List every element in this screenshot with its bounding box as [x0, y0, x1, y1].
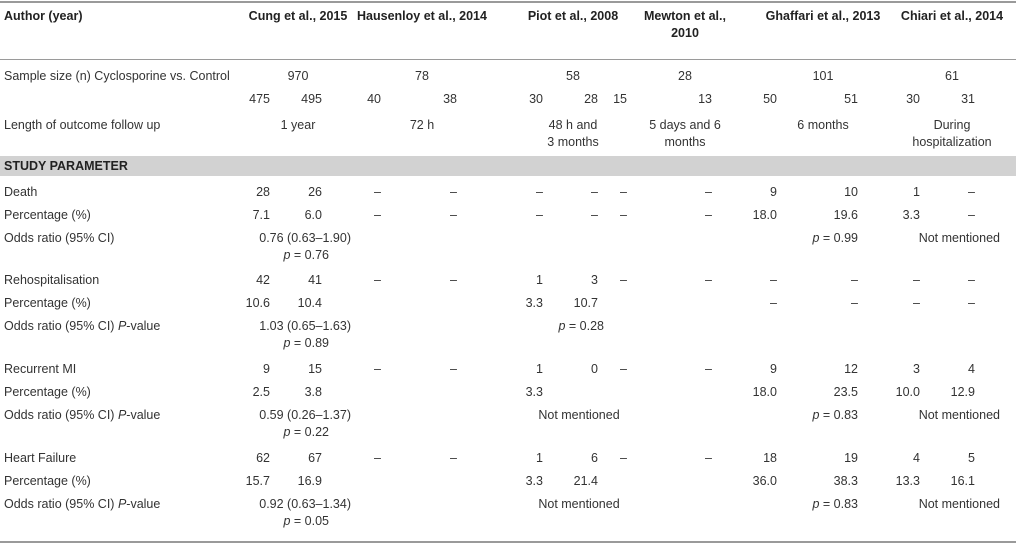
followup-value: 3 months: [547, 135, 599, 149]
sample-total: 78: [415, 69, 429, 83]
table-cell: 18.0: [752, 385, 777, 399]
table-cell: –: [374, 362, 381, 376]
table-cell: 1: [913, 185, 920, 199]
table-cell: 3.8: [304, 385, 322, 399]
table-cell: 6.0: [304, 208, 322, 222]
row-label: Rehospitalisation: [4, 273, 100, 287]
sample-split: 15: [613, 92, 627, 106]
table-cell: –: [913, 273, 920, 287]
table-cell: 12: [844, 362, 858, 376]
study-header: Ghaffari et al., 2013: [765, 9, 881, 23]
sample-total: 101: [812, 69, 834, 83]
table-cell: 4: [968, 362, 975, 376]
sample-split: 51: [844, 92, 858, 106]
row-label: Percentage (%): [4, 296, 91, 310]
top-rule: [0, 1, 1016, 3]
sample-split: 30: [906, 92, 920, 106]
row-label: Percentage (%): [4, 208, 91, 222]
table-cell: 19: [844, 451, 858, 465]
section-band: [0, 156, 1016, 176]
table-cell: 28: [256, 185, 270, 199]
table-cell: 4: [913, 451, 920, 465]
sample-total: 61: [945, 69, 959, 83]
table-cell: –: [968, 208, 975, 222]
followup-value: 72 h: [409, 118, 435, 132]
followup-value: hospitalization: [912, 135, 992, 149]
table-cell: –: [968, 273, 975, 287]
table-cell: –: [450, 273, 457, 287]
table-cell: 9: [263, 362, 270, 376]
row-label: Odds ratio (95% CI): [4, 231, 115, 245]
table-cell: –: [374, 208, 381, 222]
followup-label: Length of outcome follow up: [4, 118, 161, 132]
table-cell: 26: [308, 185, 322, 199]
p-value: p = 0.83: [812, 408, 858, 422]
table-cell: Not mentioned: [918, 408, 1000, 422]
table-cell: –: [591, 208, 598, 222]
table-cell: Not mentioned: [918, 497, 1000, 511]
table-cell: 10.0: [895, 385, 920, 399]
row-label: Death: [4, 185, 38, 199]
study-header: Hausenloy et al., 2014: [357, 9, 487, 23]
table-cell: –: [968, 296, 975, 310]
bottom-rule: [0, 541, 1016, 543]
table-cell: –: [770, 273, 777, 287]
table-cell: 5: [968, 451, 975, 465]
table-cell: 3: [591, 273, 598, 287]
sample-total: 970: [287, 69, 309, 83]
row-label: Recurrent MI: [4, 362, 77, 376]
table-cell: –: [913, 296, 920, 310]
p-value: p = 0.76: [283, 248, 329, 262]
followup-value: During: [933, 118, 971, 132]
table-cell: –: [450, 362, 457, 376]
table-cell: 15: [308, 362, 322, 376]
sample-split: 13: [698, 92, 712, 106]
table-cell: 42: [256, 273, 270, 287]
table-cell: 9: [770, 185, 777, 199]
followup-value: 6 months: [797, 118, 849, 132]
row-label: Odds ratio (95% CI) P-value: [4, 497, 161, 511]
followup-value: 5 days and 6: [649, 118, 721, 132]
table-cell: 0.76 (0.63–1.90): [259, 231, 351, 245]
followup-value: months: [664, 135, 706, 149]
p-value: p = 0.05: [283, 514, 329, 528]
table-cell: 19.6: [833, 208, 858, 222]
p-value: p = 0.99: [812, 231, 858, 245]
table-cell: 3.3: [525, 296, 543, 310]
table-cell: 1: [536, 451, 543, 465]
p-value: p = 0.83: [812, 497, 858, 511]
table-cell: 67: [308, 451, 322, 465]
table-cell: 18: [763, 451, 777, 465]
row-label: Odds ratio (95% CI) P-value: [4, 408, 161, 422]
sample-total: 28: [678, 69, 692, 83]
table-cell: 62: [256, 451, 270, 465]
table-cell: 1: [536, 362, 543, 376]
table-cell: –: [851, 296, 858, 310]
table-cell: 0.92 (0.63–1.34): [259, 497, 351, 511]
followup-value: 1 year: [280, 118, 316, 132]
table-cell: –: [536, 185, 543, 199]
study-header: Mewton et al.,: [644, 9, 726, 23]
row-label: Heart Failure: [4, 451, 77, 465]
table-cell: 3.3: [525, 474, 543, 488]
table-cell: 10.4: [297, 296, 322, 310]
header-rule: [0, 59, 1016, 60]
row-label: Percentage (%): [4, 385, 91, 399]
table-cell: –: [620, 185, 627, 199]
table-cell: –: [620, 362, 627, 376]
table-cell: –: [374, 185, 381, 199]
table-cell: –: [705, 362, 712, 376]
sample-split: 50: [763, 92, 777, 106]
table-cell: 41: [308, 273, 322, 287]
table-cell: –: [620, 273, 627, 287]
table-cell: 38.3: [833, 474, 858, 488]
p-value: p = 0.22: [283, 425, 329, 439]
table-cell: –: [620, 208, 627, 222]
sample-split: 30: [529, 92, 543, 106]
table-cell: 0: [591, 362, 598, 376]
table-cell: 3.3: [525, 385, 543, 399]
table-cell: 0.59 (0.26–1.37): [259, 408, 351, 422]
study-header: Cung et al., 2015: [248, 9, 348, 23]
table-cell: Not mentioned: [538, 497, 620, 511]
table-cell: –: [450, 208, 457, 222]
table-cell: 15.7: [245, 474, 270, 488]
table-cell: 10.6: [245, 296, 270, 310]
study-header: 2010: [671, 26, 699, 40]
sample-split: 40: [367, 92, 381, 106]
table-cell: 1: [536, 273, 543, 287]
table-cell: 16.9: [297, 474, 322, 488]
table-cell: 10.7: [573, 296, 598, 310]
table-cell: 9: [770, 362, 777, 376]
table-cell: 16.1: [950, 474, 975, 488]
table-cell: –: [705, 208, 712, 222]
table-cell: 3.3: [902, 208, 920, 222]
row-label: Odds ratio (95% CI) P-value: [4, 319, 161, 333]
table-cell: –: [968, 185, 975, 199]
table-cell: –: [620, 451, 627, 465]
table-cell: 21.4: [573, 474, 598, 488]
column-header-author: Author (year): [4, 9, 83, 23]
study-header: Chiari et al., 2014: [900, 9, 1004, 23]
table-cell: –: [450, 451, 457, 465]
p-value: p = 0.28: [558, 319, 604, 333]
study-header: Piot et al., 2008: [527, 9, 619, 23]
table-cell: 3: [913, 362, 920, 376]
table-cell: –: [705, 451, 712, 465]
table-cell: Not mentioned: [538, 408, 620, 422]
table-cell: –: [450, 185, 457, 199]
sample-split: 31: [961, 92, 975, 106]
sample-split: 28: [584, 92, 598, 106]
table-cell: –: [770, 296, 777, 310]
table-cell: Not mentioned: [918, 231, 1000, 245]
table-cell: –: [374, 273, 381, 287]
table-cell: 2.5: [252, 385, 270, 399]
sample-split: 38: [443, 92, 457, 106]
sample-total: 58: [566, 69, 580, 83]
p-value: p = 0.89: [283, 336, 329, 350]
sample-split: 475: [249, 92, 270, 106]
sample-size-label: Sample size (n) Cyclosporine vs. Control: [4, 69, 230, 83]
table-cell: 1.03 (0.65–1.63): [259, 319, 351, 333]
table-cell: 7.1: [252, 208, 270, 222]
followup-value: 48 h and: [548, 118, 598, 132]
table-cell: –: [536, 208, 543, 222]
row-label: Percentage (%): [4, 474, 91, 488]
table-cell: 13.3: [895, 474, 920, 488]
table-cell: –: [374, 451, 381, 465]
section-label: STUDY PARAMETER: [4, 159, 128, 173]
table-cell: 36.0: [752, 474, 777, 488]
table-cell: 10: [844, 185, 858, 199]
table-cell: 23.5: [833, 385, 858, 399]
sample-split: 495: [301, 92, 322, 106]
table-cell: –: [591, 185, 598, 199]
table-cell: 12.9: [950, 385, 975, 399]
table-cell: –: [705, 273, 712, 287]
table-cell: –: [851, 273, 858, 287]
table-cell: 6: [591, 451, 598, 465]
table-cell: 18.0: [752, 208, 777, 222]
table-cell: –: [705, 185, 712, 199]
